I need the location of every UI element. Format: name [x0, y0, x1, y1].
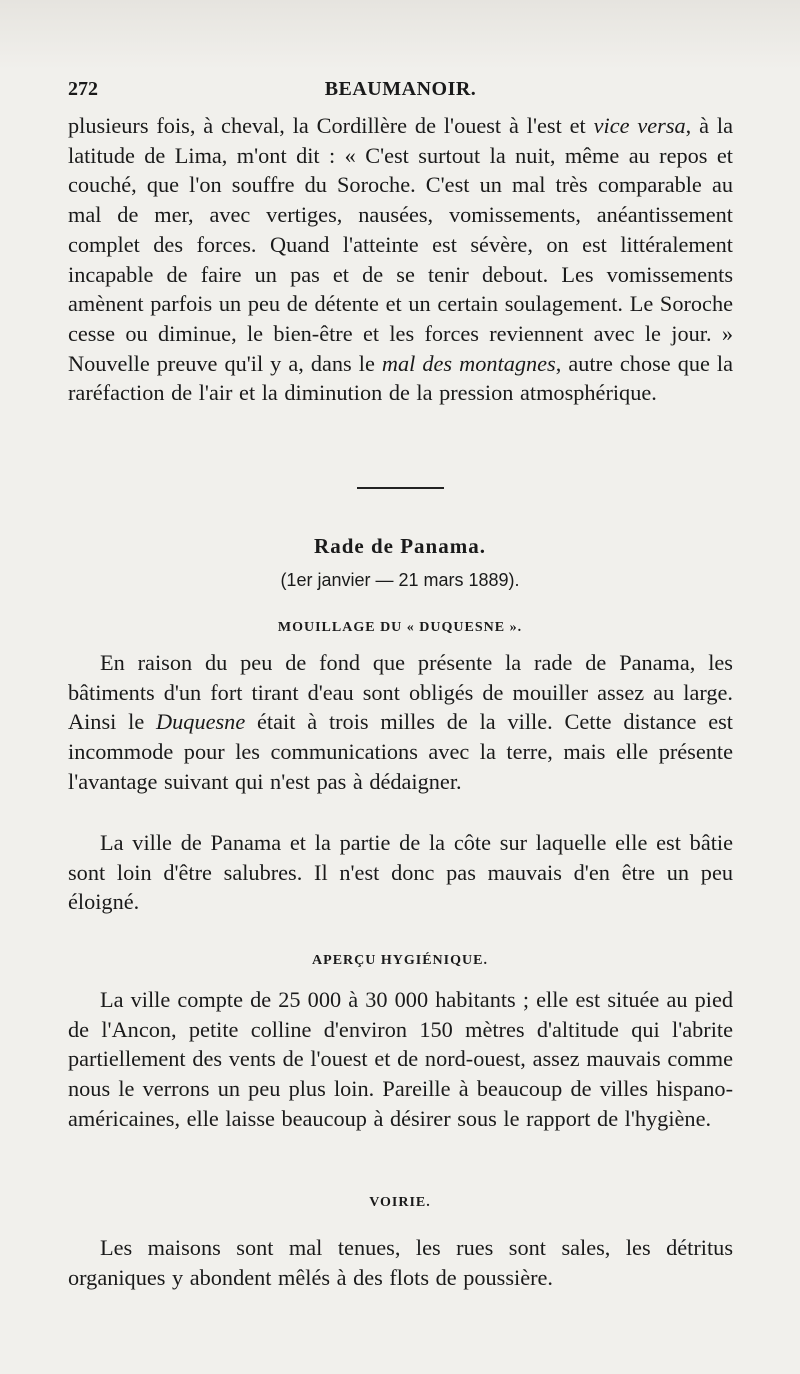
paragraph-text: En raison du peu de fond que présente la rade de Panama, les bâtiments d'un fort tirant d'eau sont obligés de mouiller assez au large. Ainsi le: [68, 650, 733, 735]
paragraph-mouillage: [68, 648, 733, 797]
italic-phrase: vice versa: [593, 113, 686, 138]
paragraph-text: , à la latitude de Lima, m'ont dit : « C'est surtout la nuit, même au repos et couché, que l'on souffre du Soroche. C'est un mal très comparable au mal de mer, avec vertiges, nausées, vomissements, anéantissement complet des forces. Quand l'atteinte est sévère, on est littéralement incapable de faire un pas et de se tenir debout. Les vomissements amènent parfois un peu de détente et un certain soulagement. Le Soroche cesse ou diminue, le bien-être et les forces reviennent avec le jour. » Nouvelle preuve qu'il y a, dans le: [68, 113, 733, 376]
section-dates: (1er janvier — 21 mars 1889).: [280, 570, 520, 590]
section-title: Rade de Panama.: [314, 534, 486, 558]
paragraph-text: , autre chose que la raréfaction de l'air et la diminution de la pression atmosphérique.: [68, 350, 734, 406]
ship-name: Duquesne: [156, 709, 246, 735]
paragraph-text: plusieurs fois, à cheval, la Cordillère de l'ouest à l'est et: [68, 113, 594, 138]
paragraph-soroche: [68, 111, 733, 408]
subheading-mouillage: MOUILLAGE DU « DUQUESNE ».: [277, 620, 523, 635]
italic-phrase: mal des montagnes: [381, 350, 556, 376]
paragraph-text: était à trois milles de la ville. Cette distance est incommode pour les communications avec la terre, mais elle présente l'avantage suivant qui n'est pas à dédaigner.: [68, 709, 733, 794]
paragraph-salubrite: La ville de Panama et la partie de la côte sur laquelle elle est bâtie sont loin d'être salubres. Il n'est donc pas mauvais d'en être un peu éloigné.: [68, 830, 733, 915]
running-title: BEAUMANOIR.: [324, 78, 477, 100]
subheading-apercu: APERÇU HYGIÉNIQUE.: [312, 953, 488, 968]
page-number: 272: [68, 78, 98, 100]
running-head: [68, 78, 733, 106]
subheading-voirie: VOIRIE.: [369, 1195, 431, 1210]
paragraph-voirie: Les maisons sont mal tenues, les rues sont sales, les détritus organiques y abondent mêlés à des flots de poussière.: [68, 1235, 733, 1290]
page-edge-shading: [0, 0, 800, 70]
paragraph-population: La ville compte de 25 000 à 30 000 habitants ; elle est située au pied de l'Ancon, petite colline d'environ 150 mètres d'altitude qui l'abrite partiellement des vents de l'ouest et de nord-ouest, assez mauvais comme nous le verrons un peu plus loin. Pareille à beaucoup de villes hispano-américaines, elle laisse beaucoup à désirer sous le rapport de l'hygiène.: [68, 987, 733, 1131]
section-divider: [357, 487, 444, 489]
